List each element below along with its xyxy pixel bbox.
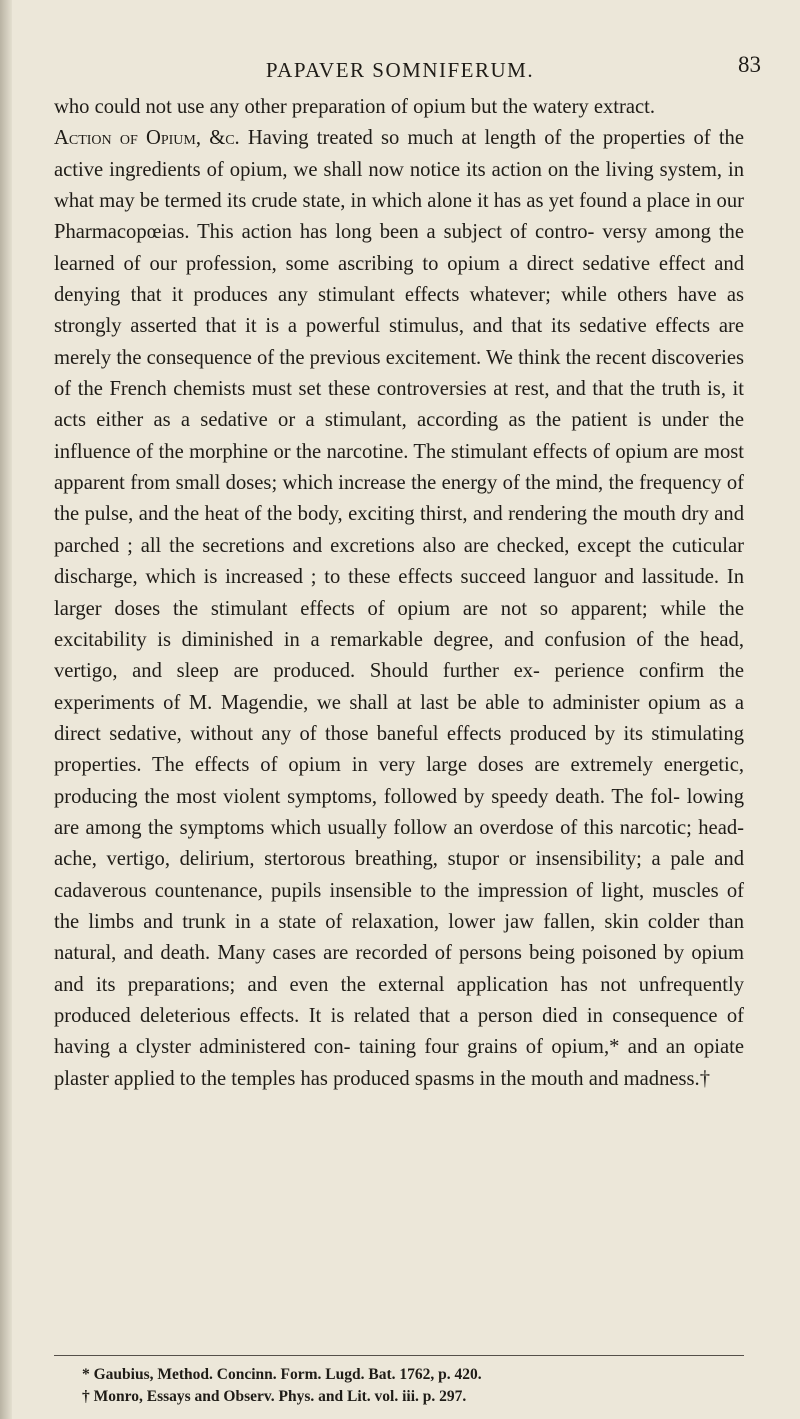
body-text (54, 92, 744, 1095)
paragraph-continuation: who could not use any other preparation of opium but the watery extract. (54, 96, 656, 118)
section-heading: Action of Opium, &c. (54, 127, 240, 150)
page-gutter-shadow (0, 0, 12, 1419)
paragraph-text: Having treated so much at length of the properties of the active ingredients of opium, we shall now notice its action on the living system, in what may be termed its crude state, in which alone it has as yet found a place in our Pharmacopœias. This action has long been a subject of contro- versy among the learned of our profession, some ascribing to opium a direct sedative effect and denying that it produces any stimulant effects whatever; while others have as strongly asserted that it is a powerful stimulus, and that its sedative effects are merely the consequence of the previous excitement. We think the recent discoveries of the French chemists must set these controversies at rest, and that the truth is, it acts either as a sedative or a stimulant, according as the patient is under the influence of the morphine or the narcotine. The stimulant effects of opium are most apparent from small doses; which increase the energy of the mind, the frequency of the pulse, and the heat of the body, exciting thirst, and rendering the mouth dry and parched ; all the secretions and excretions also are checked, except the cuticular discharge, which is increased ; to these effects succeed languor and lassitude. In larger doses the stimulant effects of opium are not so apparent; while the excitability is diminished in a remarkable degree, and confusion of the head, vertigo, and sleep are produced. Should further ex- perience confirm the experiments of M. Magendie, we shall at last be able to administer opium as a direct sedative, without any of those baneful effects produced by its stimulating properties. The effects of opium in very large doses are extremely energetic, producing the most violent symptoms, followed by speedy death. The fol- lowing are among the symptoms which usually follow an overdose of this narcotic; head-ache, vertigo, delirium, stertorous breathing, stupor or insensibility; a pale and cadaverous countenance, pupils insensible to the impression of light, muscles of the limbs and trunk in a state of relaxation, lower jaw fallen, skin colder than natural, and death. Many cases are recorded of persons being poisoned by opium and its preparations; and even the external application has not unfrequently produced deleterious effects. It is related that a person died in consequence of having a clyster administered con- taining four grains of opium,* and an opiate plaster applied to the temples has produced spasms in the mouth and madness.† (54, 127, 744, 1090)
footnote-2: † Monro, Essays and Observ. Phys. and Lit. vol. iii. p. 297. (82, 1388, 467, 1405)
footnotes (82, 1364, 752, 1408)
running-title: PAPAVER SOMNIFERUM. (265, 58, 535, 82)
page-number: 83 (738, 52, 761, 77)
footnote-divider (54, 1355, 744, 1356)
paragraph-action-of-opium (54, 123, 744, 1095)
footnote-1: * Gaubius, Method. Concinn. Form. Lugd. Bat. 1762, p. 420. (82, 1366, 482, 1383)
